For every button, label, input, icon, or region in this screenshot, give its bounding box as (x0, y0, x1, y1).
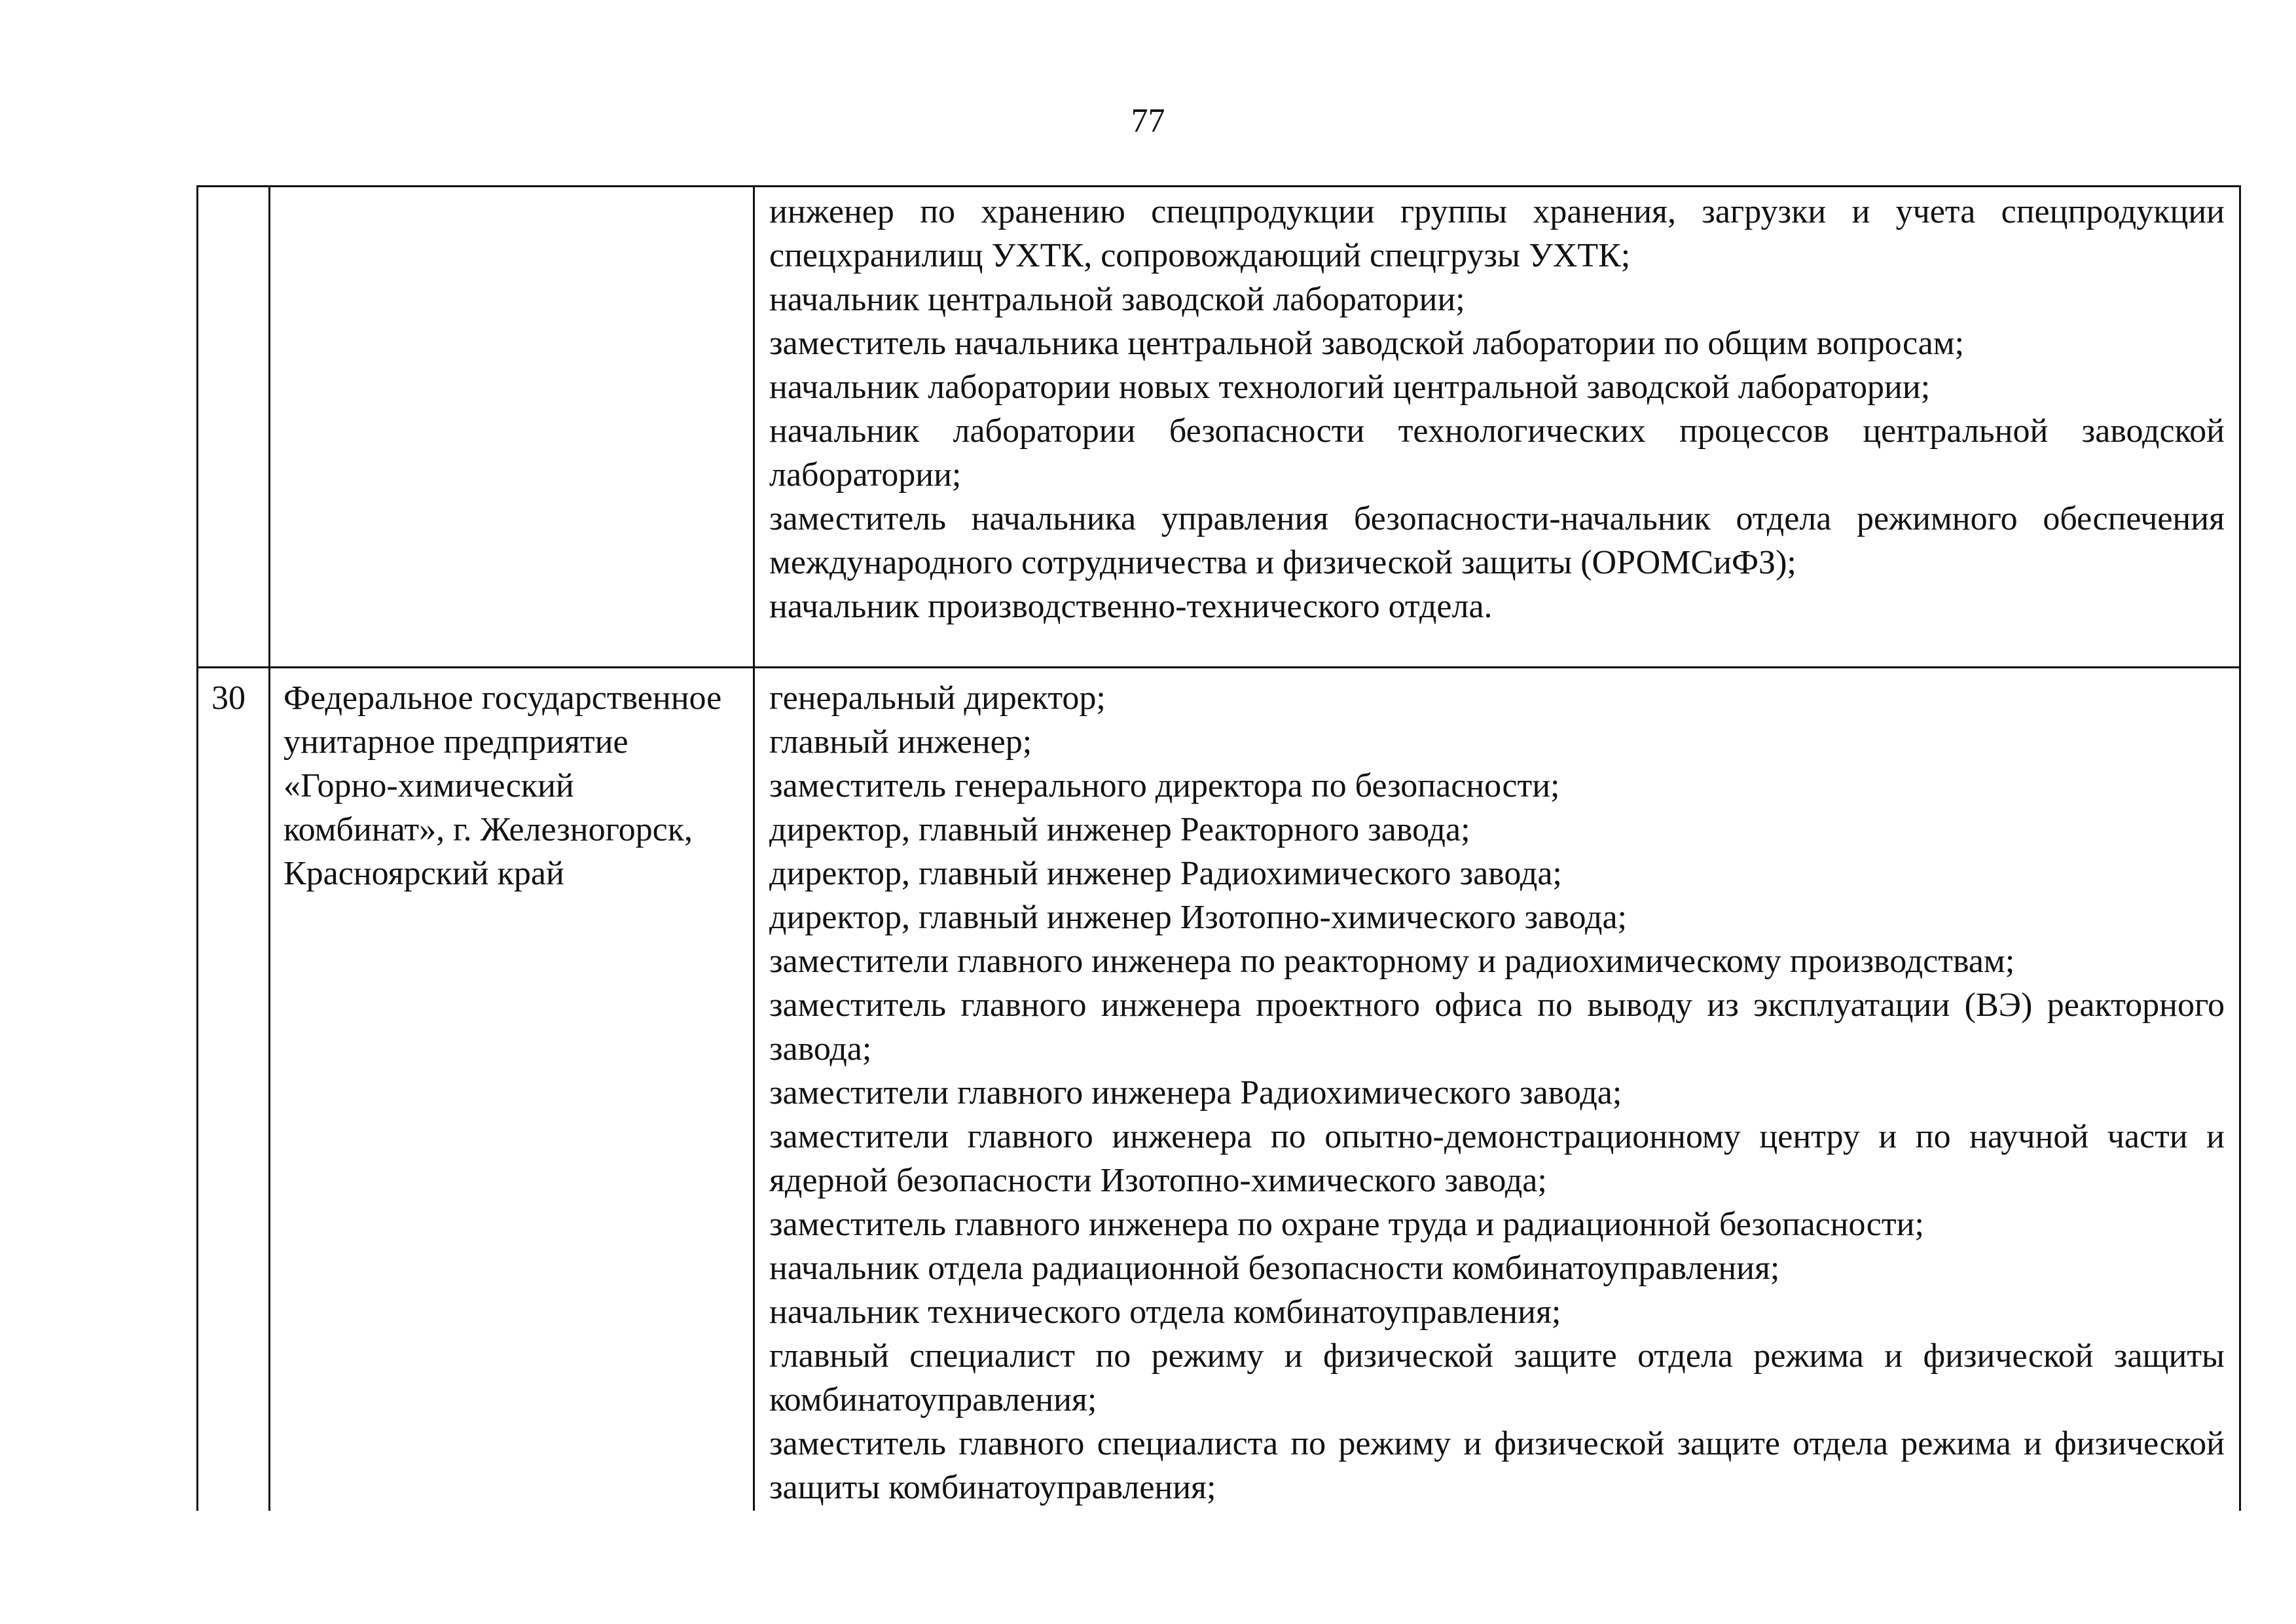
organization-name (270, 187, 753, 195)
position-item: директор, главный инженер Изотопно-химического завода; (769, 899, 1627, 936)
position-item: заместитель главного специалиста по режиму и физической защите отдела режима и физической защиты комбинатоуправления; (769, 1425, 2225, 1506)
position-item: заместитель главного инженера проектного офиса по выводу из эксплуатации (ВЭ) реакторного завода; (769, 986, 2225, 1068)
position-item: начальник лаборатории безопасности технологических процессов центральной заводской лаборатории; (769, 412, 2225, 494)
position-item: директор, главный инженер Радиохимического завода; (769, 855, 1562, 892)
position-item: начальник центральной заводской лаборатории; (769, 281, 1465, 318)
row-number (198, 187, 268, 195)
organization-name: Федеральное государственное унитарное предприятие «Горно-химический комбинат», г. Железногорск, Красноярский край (283, 679, 722, 892)
positions-cell (754, 187, 2240, 668)
position-item: генеральный директор; (769, 679, 1106, 717)
position-item: начальник лаборатории новых технологий центральной заводской лаборатории; (769, 369, 1931, 406)
position-item: заместители главного инженера Радиохимического завода; (769, 1074, 1622, 1111)
position-item: директор, главный инженер Реакторного завода; (769, 811, 1470, 848)
position-item: начальник технического отдела комбинатоуправления; (769, 1293, 1561, 1331)
position-item: заместители главного инженера по опытно-демонстрационному центру и по научной части и ядерной безопасности Изотопно-химического завода; (769, 1118, 2225, 1199)
position-item: заместители главного инженера по реакторному и радиохимическому производствам; (769, 943, 2015, 980)
position-item: заместитель начальника управления безопасности-начальник отдела режимного обеспечения международного сотрудничества и физической защиты (ОРОМСиФЗ); (769, 500, 2225, 581)
position-item: главный инженер; (769, 723, 1032, 761)
positions-cell (754, 668, 2240, 1511)
row-number-cell (198, 187, 270, 668)
position-item: начальник отдела радиационной безопасности комбинатоуправления; (769, 1250, 1780, 1287)
row-number-cell (198, 668, 270, 1511)
row-number: 30 (211, 679, 246, 717)
position-item: заместитель начальника центральной заводской лаборатории по общим вопросам; (769, 325, 1965, 362)
page-number: 77 (1131, 102, 1165, 139)
position-item: заместитель главного инженера по охране труда и радиационной безопасности; (769, 1206, 1924, 1243)
organization-cell (270, 187, 754, 668)
position-item: инженер по хранению спецпродукции группы хранения, загрузки и учета спецпродукции спецхранилищ УХТК, сопровождающий спецгрузы УХТК; (769, 193, 2225, 274)
position-item: заместитель генерального директора по безопасности; (769, 767, 1560, 804)
position-item: начальник производственно-технического отдела. (769, 588, 1493, 625)
positions-table (196, 185, 2241, 1511)
organization-cell (270, 668, 754, 1511)
positions-list (755, 187, 2239, 666)
table-row (198, 668, 2240, 1511)
positions-list (755, 668, 2239, 1511)
position-item: главный специалист по режиму и физической защите отдела режима и физической защиты комбинатоуправления; (769, 1337, 2225, 1418)
table-row (198, 187, 2240, 668)
